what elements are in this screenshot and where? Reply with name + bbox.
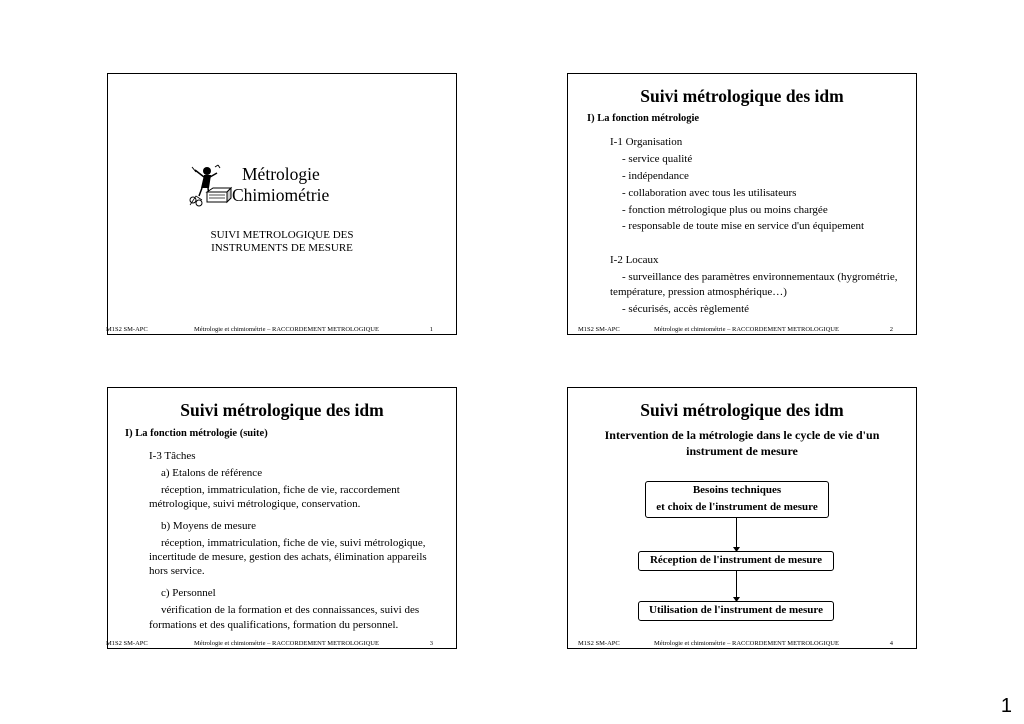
- list-item: - responsable de toute mise en service d'un équipement: [622, 220, 865, 232]
- slide-title: Suivi métrologique des idm: [180, 400, 384, 420]
- list-item: incertitude de mesure, gestion des achats, élimination appareils: [149, 551, 427, 563]
- slide-title-line2: Chimiométrie: [232, 185, 330, 205]
- list-item: réception, immatriculation, fiche de vie, raccordement: [161, 484, 400, 496]
- slide-number: 1: [429, 326, 433, 333]
- slide-subtitle-line2: instrument de mesure: [686, 444, 798, 458]
- list-item: hors service.: [149, 565, 205, 577]
- flow-box-besoins: [645, 481, 829, 518]
- list-item: c) Personnel: [161, 587, 216, 599]
- slide-title: Suivi métrologique des idm: [640, 400, 844, 420]
- scientist-clipart-icon: [187, 164, 233, 208]
- slide-subtitle-line1: SUIVI METROLOGIQUE DES: [210, 229, 354, 241]
- list-item: - service qualité: [622, 153, 693, 165]
- footer-course: M1S2 SM-APC: [106, 640, 148, 647]
- flow-box-line2: et choix de l'instrument de mesure: [656, 501, 818, 513]
- slide-number: 2: [889, 326, 893, 333]
- slide-subtitle-line2: INSTRUMENTS DE MESURE: [211, 242, 353, 254]
- list-item: - collaboration avec tous les utilisateurs: [622, 187, 797, 199]
- footer-title: Métrologie et chimiométrie – RACCORDEMENT METROLOGIQUE: [194, 326, 379, 333]
- slide-1: [107, 73, 457, 335]
- section-heading: I) La fonction métrologie (suite): [125, 428, 268, 439]
- slide-title: Suivi métrologique des idm: [640, 86, 844, 106]
- slide-number: 3: [429, 640, 433, 647]
- list-item: I-2 Locaux: [610, 254, 659, 266]
- list-item: - indépendance: [622, 170, 689, 182]
- page-number: 1: [1000, 695, 1012, 717]
- slide-number: 4: [889, 640, 893, 647]
- footer-title: Métrologie et chimiométrie – RACCORDEMENT METROLOGIQUE: [194, 640, 379, 647]
- slide-title-line1: Métrologie: [242, 164, 320, 184]
- list-item: I-1 Organisation: [610, 136, 683, 148]
- list-item: formations et des qualifications, formation du personnel.: [149, 619, 399, 631]
- list-item: - fonction métrologique plus ou moins chargée: [622, 204, 828, 216]
- footer-course: M1S2 SM-APC: [578, 326, 620, 333]
- section-heading: I) La fonction métrologie: [587, 113, 700, 124]
- footer-course: M1S2 SM-APC: [106, 326, 148, 333]
- list-item: métrologique, suivi métrologique, conservation.: [149, 498, 361, 510]
- flow-box-line1: Besoins techniques: [692, 484, 782, 496]
- list-item: vérification de la formation et des connaissances, suivi des: [161, 604, 420, 616]
- footer-title: Métrologie et chimiométrie – RACCORDEMENT METROLOGIQUE: [654, 640, 839, 647]
- list-item: température, pression atmosphérique…): [610, 286, 787, 298]
- list-item: - sécurisés, accès règlementé: [622, 303, 750, 315]
- list-item: réception, immatriculation, fiche de vie, suivi métrologique,: [161, 537, 426, 549]
- slide-4: [567, 387, 917, 649]
- flow-box-reception: Réception de l'instrument de mesure: [638, 551, 834, 571]
- footer-course: M1S2 SM-APC: [578, 640, 620, 647]
- list-item: a) Etalons de référence: [161, 467, 263, 479]
- flow-box-utilisation: Utilisation de l'instrument de mesure: [638, 601, 834, 621]
- slide-2: [567, 73, 917, 335]
- list-item: b) Moyens de mesure: [161, 520, 257, 532]
- list-item: I-3 Tâches: [149, 450, 196, 462]
- slide-subtitle-line1: Intervention de la métrologie dans le cycle de vie d'un: [604, 428, 880, 442]
- list-item: - surveillance des paramètres environnementaux (hygrométrie,: [622, 271, 898, 283]
- footer-title: Métrologie et chimiométrie – RACCORDEMENT METROLOGIQUE: [654, 326, 839, 333]
- slide-3: [107, 387, 457, 649]
